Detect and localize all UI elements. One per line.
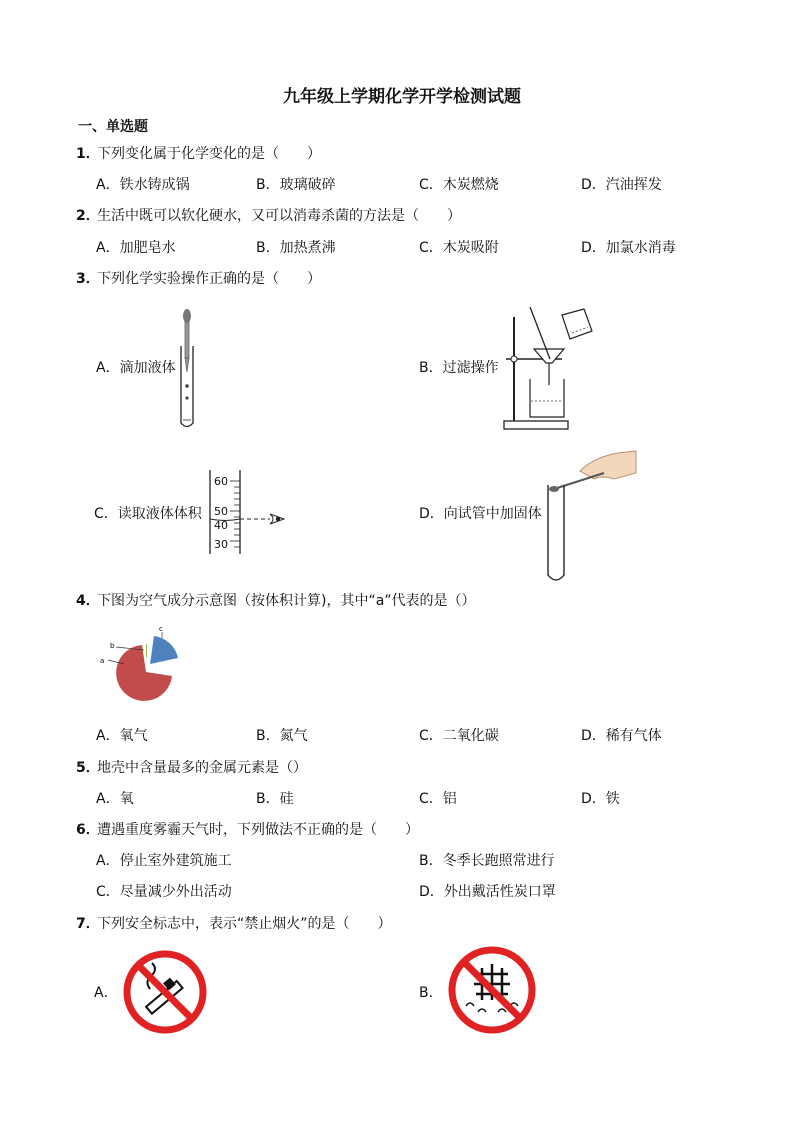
option-c[interactable]: C．木炭燃烧 bbox=[419, 177, 499, 193]
pie-slice-b bbox=[146, 644, 147, 657]
option-d[interactable]: D．加氯水消毒 bbox=[581, 240, 676, 256]
option-d[interactable]: D．铁 bbox=[581, 791, 620, 807]
tick-label: 50 bbox=[214, 505, 228, 518]
pie-label-a: a bbox=[100, 657, 105, 665]
filtration-figure bbox=[500, 305, 610, 431]
question-stem: 生活中既可以软化硬水，又可以消毒杀菌的方法是（ ） bbox=[97, 208, 461, 224]
question-number: 7． bbox=[76, 916, 100, 932]
test-tube-spatula-figure bbox=[540, 445, 640, 585]
option-b[interactable]: B．氮气 bbox=[256, 728, 308, 744]
air-composition-pie bbox=[94, 624, 188, 712]
question-stem: 下图为空气成分示意图（按体积计算)，其中“a”代表的是（） bbox=[97, 593, 476, 609]
tick-label: 30 bbox=[214, 538, 228, 551]
pie-label-c: c bbox=[159, 625, 163, 633]
question-stem: 下列变化属于化学变化的是（ ） bbox=[97, 146, 321, 162]
option-a[interactable]: A．停止室外建筑施工 bbox=[96, 853, 232, 869]
question-stem: 下列化学实验操作正确的是（ ） bbox=[97, 271, 321, 287]
option-b[interactable]: B．冬季长跑照常进行 bbox=[419, 853, 555, 869]
option-c[interactable]: C．二氧化碳 bbox=[419, 728, 499, 744]
dropper-figure bbox=[176, 306, 198, 430]
option-c[interactable]: C．铝 bbox=[419, 791, 457, 807]
option-a[interactable]: A． bbox=[94, 985, 118, 1001]
option-a[interactable]: A．加肥皂水 bbox=[96, 240, 176, 256]
option-c[interactable]: C．读取液体体积 bbox=[94, 506, 202, 522]
question-number: 5． bbox=[76, 760, 100, 776]
option-b[interactable]: B． bbox=[419, 985, 443, 1001]
question-number: 6． bbox=[76, 822, 100, 838]
option-a[interactable]: A．氧气 bbox=[96, 728, 148, 744]
tick-label: 40 bbox=[214, 519, 228, 532]
option-a[interactable]: A．滴加液体 bbox=[96, 360, 176, 376]
option-b[interactable]: B．过滤操作 bbox=[419, 360, 499, 376]
option-d[interactable]: D．稀有气体 bbox=[581, 728, 662, 744]
option-d[interactable]: D．汽油挥发 bbox=[581, 177, 662, 193]
graduated-cylinder-figure bbox=[206, 470, 290, 556]
option-d[interactable]: D．向试管中加固体 bbox=[419, 506, 542, 522]
question-stem: 地壳中含量最多的金属元素是（） bbox=[97, 760, 307, 776]
pie-label-b: b bbox=[110, 642, 115, 650]
option-b[interactable]: B．玻璃破碎 bbox=[256, 177, 336, 193]
section-heading: 一、单选题 bbox=[78, 119, 148, 135]
option-a[interactable]: A．氧 bbox=[96, 791, 134, 807]
page-title: 九年级上学期化学开学检测试题 bbox=[283, 87, 521, 107]
option-a[interactable]: A．铁水铸成锅 bbox=[96, 177, 190, 193]
question-stem: 遭遇重度雾霾天气时，下列做法不正确的是（ ） bbox=[97, 822, 419, 838]
question-number: 4． bbox=[76, 593, 100, 609]
option-b[interactable]: B．加热煮沸 bbox=[256, 240, 336, 256]
option-c[interactable]: C．木炭吸附 bbox=[419, 240, 499, 256]
option-c[interactable]: C．尽量减少外出活动 bbox=[96, 884, 232, 900]
no-fireworks-sign-icon bbox=[446, 944, 538, 1036]
no-smoking-sign-icon bbox=[122, 949, 208, 1035]
option-b[interactable]: B．硅 bbox=[256, 791, 294, 807]
question-number: 2． bbox=[76, 208, 100, 224]
tick-label: 60 bbox=[214, 475, 228, 488]
question-number: 1． bbox=[76, 146, 100, 162]
option-d[interactable]: D．外出戴活性炭口罩 bbox=[419, 884, 556, 900]
question-stem: 下列安全标志中，表示“禁止烟火”的是（ ） bbox=[97, 916, 392, 932]
pie-slice-c bbox=[150, 636, 178, 664]
question-number: 3． bbox=[76, 271, 100, 287]
